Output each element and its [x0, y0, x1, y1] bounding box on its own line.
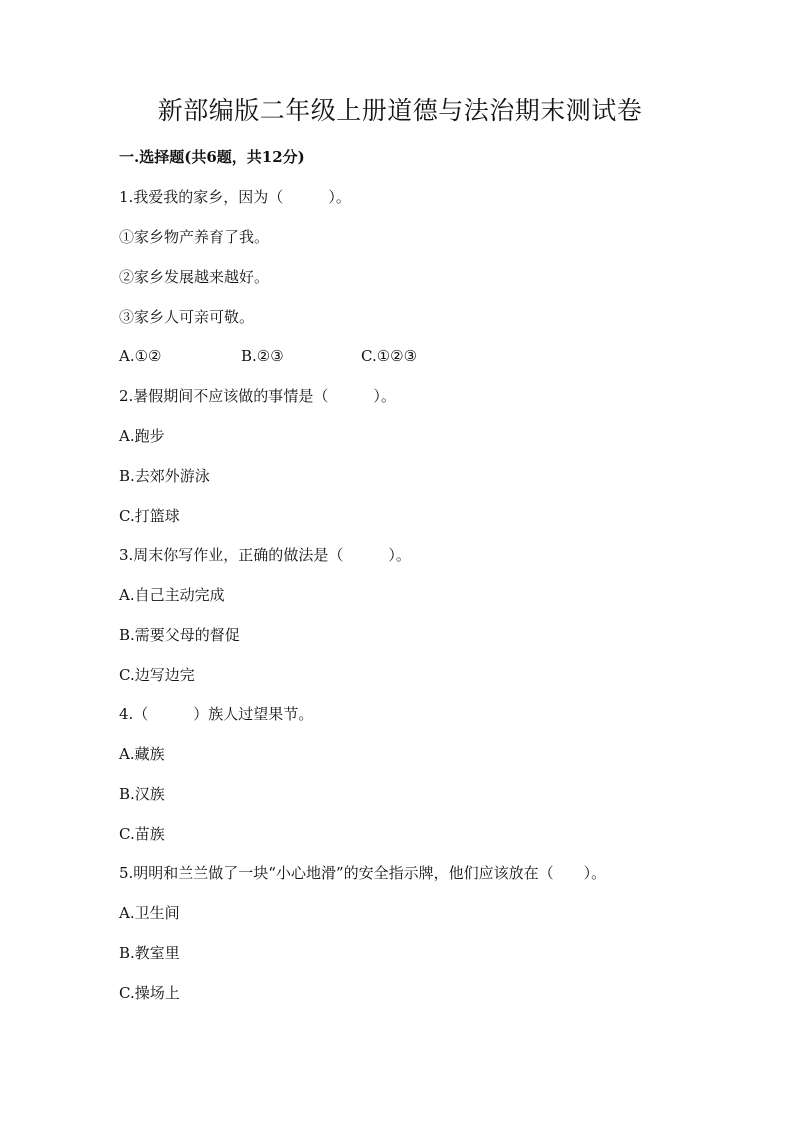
question-2-option-b: B.去郊外游泳	[119, 467, 210, 485]
section-heading: 一.选择题(共6题，共12分)	[119, 148, 305, 166]
question-1-stem: 1.我爱我的家乡，因为（ ）。	[119, 188, 351, 206]
question-3-stem: 3.周末你写作业，正确的做法是（ ）。	[119, 546, 411, 564]
question-4-stem: 4.（ ）族人过望果节。	[119, 705, 314, 723]
question-3-option-a: A.自己主动完成	[119, 586, 225, 604]
question-5-stem: 5.明明和兰兰做了一块“小心地滑”的安全指示牌，他们应该放在（ ）。	[119, 864, 607, 882]
question-2-option-a: A.跑步	[119, 427, 165, 445]
page-title: 新部编版二年级上册道德与法治期末测试卷	[157, 96, 643, 125]
question-1-option-b: B.②③	[241, 347, 284, 365]
question-3-option-c: C.边写边完	[119, 666, 195, 684]
question-4-option-a: A.藏族	[119, 745, 165, 763]
question-1-options	[119, 345, 519, 367]
question-2-option-c: C.打篮球	[119, 507, 180, 525]
question-1-statement-1: ①家乡物产养育了我。	[119, 228, 270, 246]
question-1-option-c: C.①②③	[361, 347, 418, 365]
question-4-option-c: C.苗族	[119, 825, 165, 843]
question-5-option-a: A.卫生间	[119, 904, 180, 922]
question-1-option-a: A.①②	[119, 347, 162, 365]
question-1-statement-3: ③家乡人可亲可敬。	[119, 308, 255, 326]
question-3-option-b: B.需要父母的督促	[119, 626, 240, 644]
question-4-option-b: B.汉族	[119, 785, 165, 803]
question-1-statement-2: ②家乡发展越来越好。	[119, 268, 270, 286]
question-2-stem: 2.暑假期间不应该做的事情是（ ）。	[119, 387, 396, 405]
question-5-option-c: C.操场上	[119, 984, 180, 1002]
question-5-option-b: B.教室里	[119, 944, 180, 962]
